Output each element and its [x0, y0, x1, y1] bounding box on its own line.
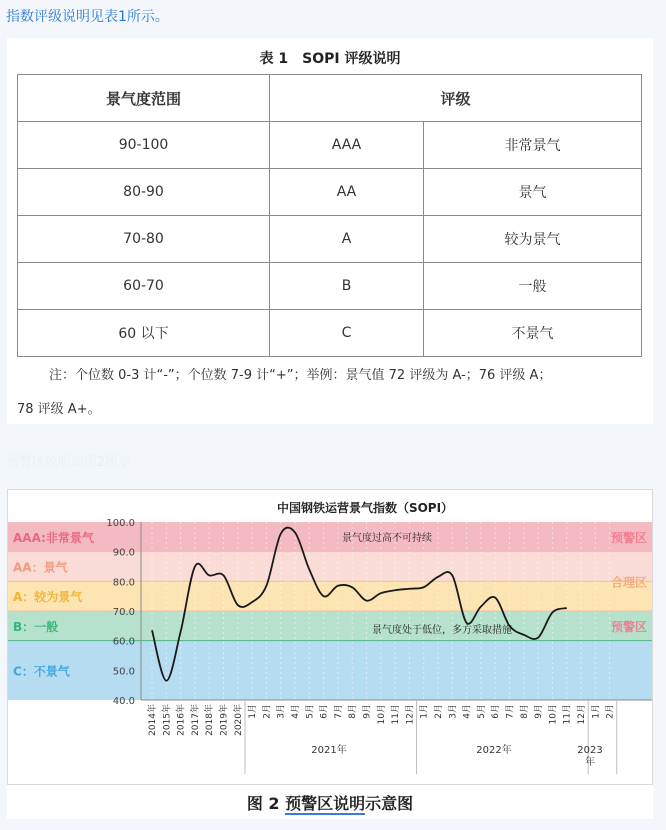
cell-desc: 景气	[424, 169, 642, 216]
x-tick-label: 7月	[505, 704, 516, 719]
zone-label: 合理区	[610, 575, 647, 590]
caption-suffix: 示意图	[365, 794, 414, 813]
zone-label: 预警区	[610, 619, 647, 634]
x-tick-label: 2月	[434, 704, 444, 719]
x-tick-label: 11月	[562, 704, 573, 725]
rating-table	[17, 74, 642, 357]
cell-grade: AAA	[270, 122, 424, 169]
x-tick-label: 8月	[348, 704, 359, 719]
x-tick-label: 2018年	[205, 704, 216, 736]
x-tick-label: 3月	[448, 704, 459, 719]
cell-desc: 一般	[424, 263, 642, 310]
rating-table-panel	[7, 38, 653, 424]
x-tick-label: 1月	[248, 704, 259, 719]
x-tick-label: 2019年	[219, 704, 230, 736]
x-tick-label: 4月	[291, 704, 301, 719]
caption-underlined: 预警区说明	[285, 794, 366, 813]
y-tick-label: 100.0	[106, 518, 135, 529]
chart-panel	[7, 489, 653, 819]
annotation-high: 景气度过高不可持续	[342, 533, 432, 544]
x-tick-label: 2015年	[162, 704, 173, 736]
year-group-label: 2021年	[311, 745, 347, 756]
table-note-cont: 78 评级 A+。	[17, 402, 101, 417]
x-tick-label: 12月	[577, 704, 587, 725]
zone-label: 预警区	[610, 530, 647, 545]
table-row	[18, 216, 642, 263]
band-label: AA：景气	[13, 560, 68, 575]
x-tick-label: 10月	[376, 704, 387, 725]
band-3	[8, 611, 652, 641]
band-0	[8, 522, 652, 552]
table-row	[18, 122, 642, 169]
cell-desc: 非常景气	[424, 122, 642, 169]
header-grade: 评级	[270, 75, 642, 122]
x-tick-label: 5月	[305, 704, 316, 719]
x-tick-label: 2月	[605, 704, 616, 719]
table-row	[18, 169, 642, 216]
y-tick-label: 40.0	[112, 696, 135, 707]
band-label: AAA:非常景气	[13, 530, 94, 545]
cell-range: 70-80	[18, 216, 270, 263]
x-tick-label: 8月	[519, 704, 530, 719]
x-tick-label: 1月	[419, 704, 430, 719]
table-row	[18, 263, 642, 310]
figure-caption	[7, 791, 653, 814]
x-tick-label: 2017年	[190, 704, 201, 736]
cell-grade: AA	[270, 169, 424, 216]
band-4	[8, 641, 652, 700]
x-tick-label: 3月	[276, 704, 287, 719]
table-title: 表 1 SOPI 评级说明	[259, 51, 401, 67]
year-group-label: 2023 年	[577, 745, 603, 768]
x-tick-label: 12月	[405, 704, 416, 725]
y-tick-label: 70.0	[112, 607, 135, 618]
table-note: 注：个位数 0-3 计“-”；个位数 7-9 计“+”；举例：景气值 72 评级为 A-；76 评级 A；	[49, 368, 552, 383]
x-tick-label: 4月	[462, 704, 473, 719]
cell-desc: 不景气	[424, 310, 642, 357]
cell-desc: 较为景气	[424, 216, 642, 263]
chart-title: 中国钢铁运营景气指数（SOPI）	[276, 501, 454, 515]
table-row	[18, 310, 642, 357]
cell-range: 90-100	[18, 122, 270, 169]
cell-grade: A	[270, 216, 424, 263]
band-1	[8, 552, 652, 582]
band-label: C：不景气	[13, 664, 70, 679]
band-label: B：一般	[13, 619, 59, 634]
x-tick-label: 1月	[591, 704, 602, 719]
cell-range: 60-70	[18, 263, 270, 310]
band-label: A：较为景气	[13, 590, 83, 605]
cell-grade: C	[270, 310, 424, 357]
caption-prefix: 图 2	[246, 794, 286, 813]
x-tick-label: 11月	[391, 704, 402, 725]
x-tick-label: 9月	[534, 704, 545, 719]
x-tick-label: 2016年	[176, 704, 187, 736]
x-tick-label: 2月	[262, 704, 273, 719]
sopi-chart	[7, 489, 653, 785]
table-header-row	[18, 75, 642, 122]
band-2	[8, 581, 652, 611]
section-label: 预警区说明如图2所示	[6, 455, 132, 470]
x-tick-label: 9月	[362, 704, 373, 719]
x-tick-label: 2014年	[148, 704, 158, 736]
y-tick-label: 60.0	[112, 636, 135, 648]
cell-grade: B	[270, 263, 424, 310]
x-tick-label: 7月	[333, 704, 344, 719]
cell-range: 60 以下	[18, 310, 270, 357]
x-tick-label: 10月	[548, 704, 559, 725]
x-tick-label: 6月	[319, 704, 330, 719]
annotation-low: 景气度处于低位，多方采取措施	[372, 625, 512, 636]
y-tick-label: 90.0	[112, 547, 135, 559]
x-tick-label: 6月	[491, 704, 502, 719]
intro-text: 指数评级说明见表1所示。	[6, 9, 169, 25]
x-tick-label: 2020年	[233, 704, 244, 736]
year-group-label: 2022年	[476, 745, 512, 756]
x-tick-label: 5月	[476, 704, 487, 719]
y-tick-label: 80.0	[112, 577, 135, 589]
y-tick-label: 50.0	[112, 666, 135, 678]
header-range: 景气度范围	[18, 75, 270, 122]
cell-range: 80-90	[18, 169, 270, 216]
